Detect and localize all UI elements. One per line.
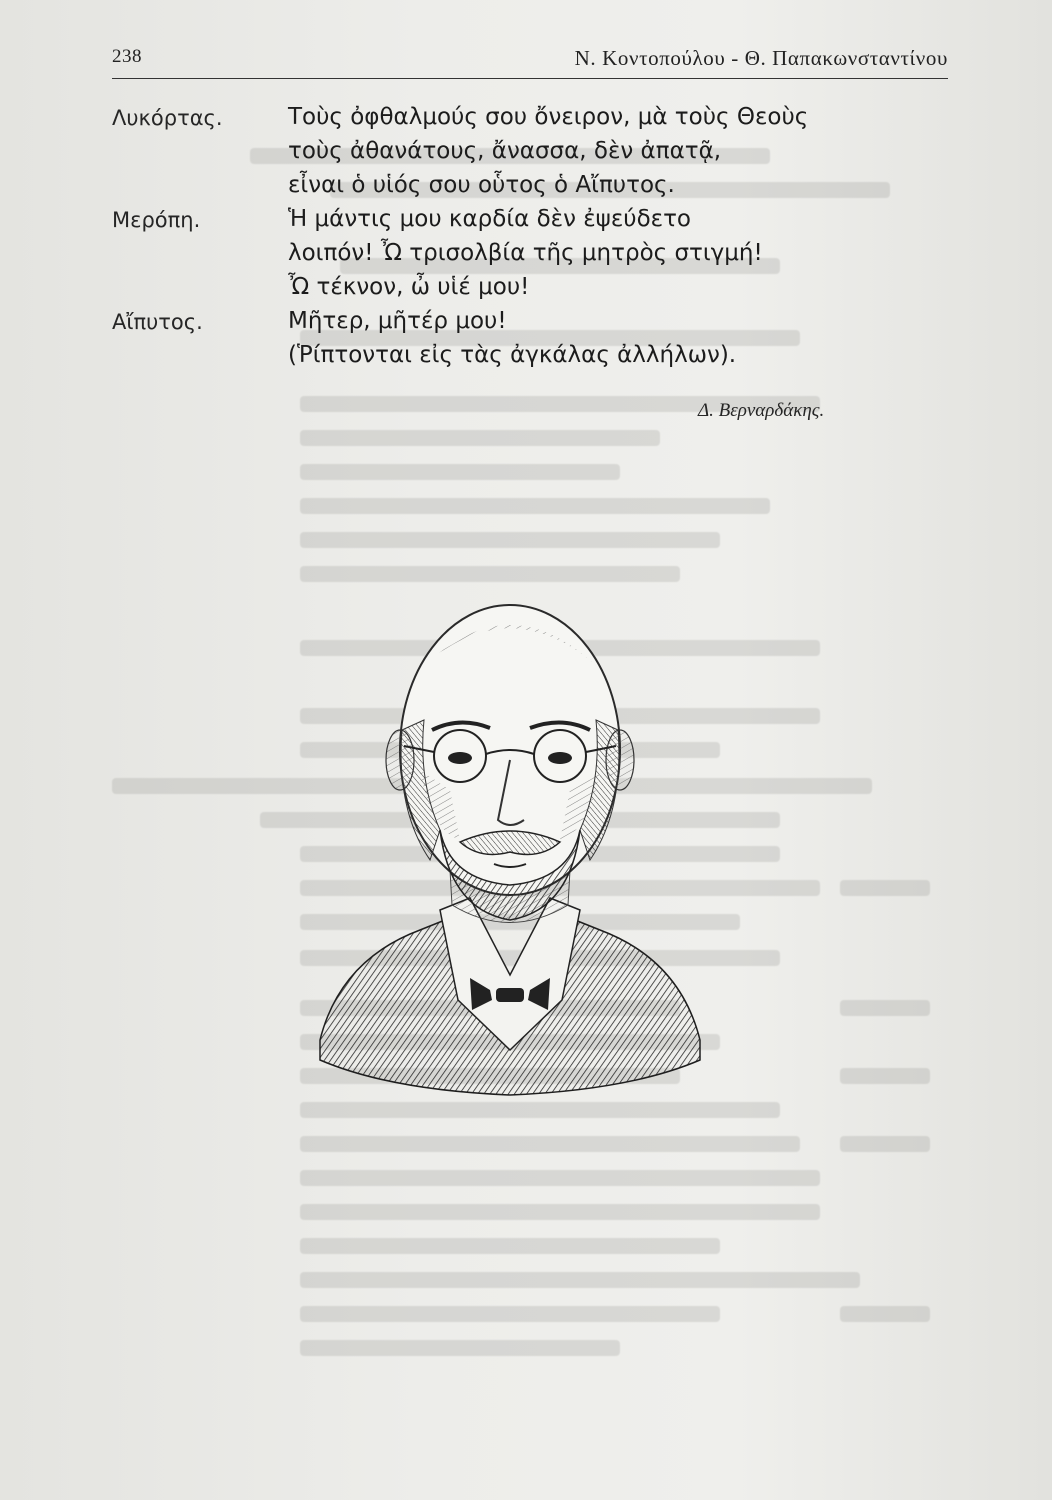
verse-text: Ἡ μάντις μου καρδία δὲν ἐψεύδετο [288, 206, 692, 232]
verse-text: τοὺς ἀθανάτους, ἄνασσα, δὲν ἀπατᾷ, [288, 138, 722, 164]
engraved-portrait-icon [300, 580, 720, 1110]
page-header [112, 44, 948, 79]
page-number: 238 [112, 46, 142, 67]
speaker-name: Αἴπυτος. [112, 310, 203, 334]
verse-text: Τοὺς ὀφθαλμούς σου ὄνειρον, μὰ τοὺς Θεοὺς [288, 104, 809, 130]
author-signature: Δ. Βερναρδάκης. [698, 400, 825, 421]
dialogue-line [112, 304, 892, 338]
dialogue-line [112, 168, 892, 202]
dialogue-line [112, 236, 892, 270]
dialogue-line [112, 338, 892, 372]
dialogue-line [112, 100, 892, 134]
speaker-name: Λυκόρτας. [112, 106, 223, 130]
dialogue-line [112, 270, 892, 304]
dialogue-line [112, 134, 892, 168]
running-head: Ν. Κοντοπούλου - Θ. Παπακωνσταντίνου [574, 46, 948, 70]
verse-text: (Ῥίπτονται εἰς τὰς ἀγκάλας ἀλλήλων). [288, 342, 737, 368]
verse-text: Μῆτερ, μῆτέρ μου! [288, 308, 507, 334]
verse-text: λοιπόν! Ὦ τρισολβία τῆς μητρὸς στιγμή! [288, 240, 763, 266]
verse-dialogue [112, 100, 892, 372]
speaker-name: Μερόπη. [112, 208, 201, 232]
dialogue-line [112, 202, 892, 236]
verse-text: εἶναι ὁ υἱός σου οὗτος ὁ Αἴπυτος. [288, 172, 675, 198]
verse-text: Ὦ τέκνον, ὦ υἱέ μου! [288, 274, 530, 300]
